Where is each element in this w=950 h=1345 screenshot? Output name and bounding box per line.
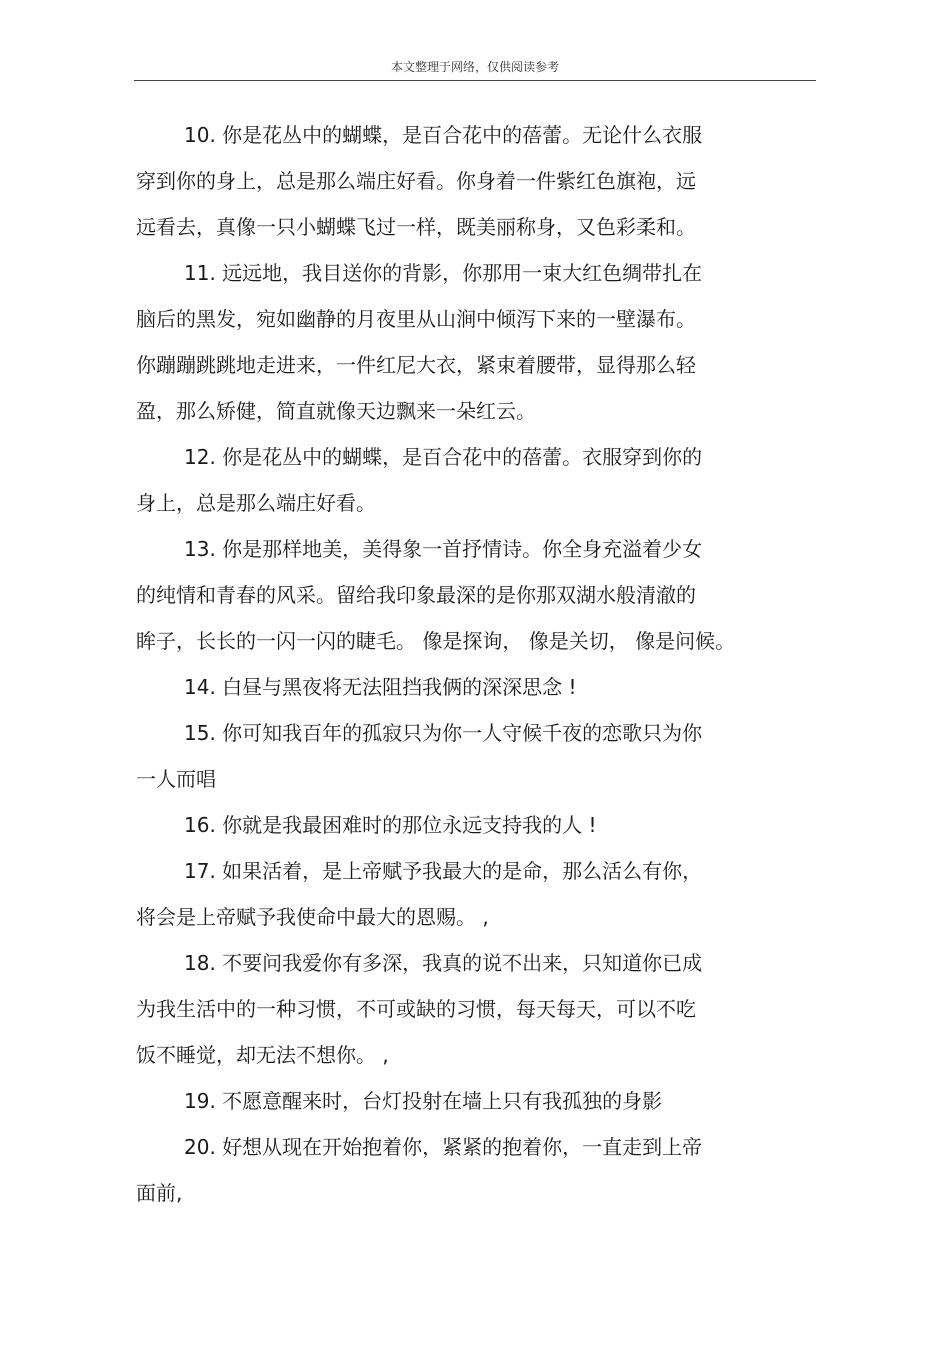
paragraph-17 <box>136 848 816 940</box>
text-line: 14. 白昼与黑夜将无法阻挡我俩的深深思念 ! <box>184 675 577 699</box>
paragraph-19 <box>136 1078 816 1124</box>
text-line: 12. 你是花丛中的蝴蝶，是百合花中的蓓蕾。衣服穿到你的 <box>184 445 703 469</box>
text-line: 20. 好想从现在开始抱着你，紧紧的抱着你，一直走到上帝 <box>184 1135 703 1159</box>
text-line: 10. 你是花丛中的蝴蝶，是百合花中的蓓蕾。无论什么衣服 <box>184 123 703 147</box>
document-body <box>136 112 816 1216</box>
text-line: 将会是上帝赋予我使命中最大的恩赐。 , <box>136 905 489 929</box>
text-line: 的纯情和青春的风采。留给我印象最深的是你那双湖水般清澈的 <box>136 583 696 607</box>
text-line: 15. 你可知我百年的孤寂只为你一人守候千夜的恋歌只为你 <box>184 721 703 745</box>
text-line: 眸子，长长的一闪一闪的睫毛。 像是探询， 像是关切， 像是问候。 <box>136 629 736 653</box>
text-line: 为我生活中的一种习惯，不可或缺的习惯，每天每天，可以不吃 <box>136 997 696 1021</box>
paragraph-10 <box>136 112 816 250</box>
text-line: 你蹦蹦跳跳地走进来，一件红尼大衣，紧束着腰带，显得那么轻 <box>136 353 696 377</box>
text-line: 穿到你的身上，总是那么端庄好看。你身着一件紫红色旗袍，远 <box>136 169 696 193</box>
paragraph-15 <box>136 710 816 802</box>
text-line: 13. 你是那样地美，美得象一首抒情诗。你全身充溢着少女 <box>184 537 703 561</box>
text-line: 18. 不要问我爱你有多深，我真的说不出来，只知道你已成 <box>184 951 703 975</box>
text-line: 11. 远远地，我目送你的背影，你那用一束大红色绸带扎在 <box>184 261 703 285</box>
text-line: 脑后的黑发，宛如幽静的月夜里从山涧中倾泻下来的一壁瀑布。 <box>136 307 696 331</box>
text-line: 饭不睡觉，却无法不想你。 , <box>136 1043 389 1067</box>
page-header: 本文整理于网络，仅供阅读参考 <box>390 60 559 74</box>
text-line: 远看去，真像一只小蝴蝶飞过一样，既美丽称身，又色彩柔和。 <box>136 215 696 239</box>
text-line: 19. 不愿意醒来时，台灯投射在墙上只有我孤独的身影 <box>184 1089 663 1113</box>
text-line: 一人而唱 <box>136 767 216 791</box>
paragraph-16 <box>136 802 816 848</box>
text-line: 16. 你就是我最困难时的那位永远支持我的人 ! <box>184 813 597 837</box>
paragraph-12 <box>136 434 816 526</box>
text-line: 面前, <box>136 1181 183 1205</box>
text-line: 17. 如果活着，是上帝赋予我最大的是命，那么活么有你， <box>184 859 703 883</box>
paragraph-18 <box>136 940 816 1078</box>
paragraph-13 <box>136 526 816 664</box>
text-line: 盈，那么矫健，简直就像天边飘来一朵红云。 <box>136 399 536 423</box>
paragraph-20 <box>136 1124 816 1216</box>
text-line: 身上，总是那么端庄好看。 <box>136 491 376 515</box>
header-divider <box>134 80 816 81</box>
paragraph-11 <box>136 250 816 434</box>
paragraph-14 <box>136 664 816 710</box>
